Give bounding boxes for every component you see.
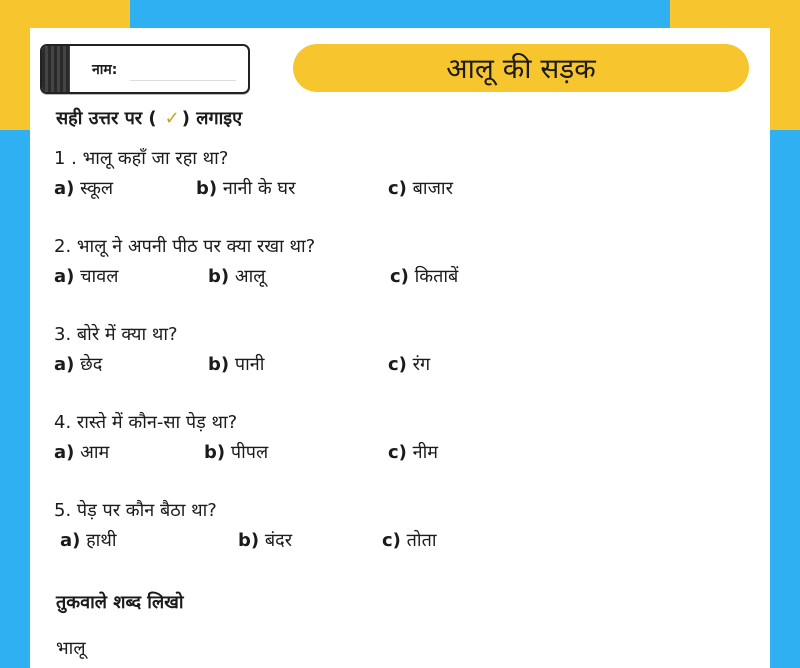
name-field[interactable] bbox=[40, 44, 250, 94]
question-3-option-b[interactable] bbox=[208, 352, 264, 376]
option-key: c) bbox=[390, 266, 409, 287]
name-writing-line bbox=[130, 80, 236, 81]
question-2: 2. भालू ने अपनी पीठ पर क्या रखा था? bbox=[54, 236, 316, 257]
option-text: रंग bbox=[412, 354, 431, 375]
question-5-option-a[interactable] bbox=[60, 528, 117, 552]
option-key: c) bbox=[388, 442, 407, 463]
question-4-option-a[interactable] bbox=[54, 440, 109, 464]
option-key: c) bbox=[388, 178, 407, 199]
option-key: b) bbox=[238, 530, 260, 551]
background-blue-top bbox=[130, 0, 670, 28]
question-4-option-b[interactable] bbox=[204, 440, 268, 464]
option-key: b) bbox=[196, 178, 218, 199]
question-1-option-b[interactable] bbox=[196, 176, 295, 200]
question-4-option-c[interactable] bbox=[388, 440, 438, 464]
option-text: पीपल bbox=[230, 442, 269, 463]
option-text: तोता bbox=[406, 530, 437, 551]
option-text: छेद bbox=[80, 354, 103, 375]
option-text: स्कूल bbox=[80, 178, 114, 199]
rhyme-section-heading: तुकवाले शब्द लिखो bbox=[56, 592, 184, 613]
worksheet-title: आलू की सड़क bbox=[293, 44, 749, 92]
option-text: पानी bbox=[234, 354, 265, 375]
option-text: किताबें bbox=[414, 266, 459, 287]
option-key: a) bbox=[54, 178, 75, 199]
question-1: 1 . भालू कहाँ जा रहा था? bbox=[54, 148, 229, 169]
option-key: a) bbox=[54, 266, 75, 287]
option-text: नीम bbox=[412, 442, 439, 463]
option-text: चावल bbox=[80, 266, 119, 287]
option-key: b) bbox=[204, 442, 226, 463]
name-label: नाम: bbox=[92, 62, 118, 78]
instruction-text-before: सही उत्तर पर ( bbox=[56, 108, 157, 129]
question-1-option-a[interactable] bbox=[54, 176, 113, 200]
option-text: आम bbox=[80, 442, 110, 463]
question-2-option-c[interactable] bbox=[390, 264, 458, 288]
option-key: a) bbox=[54, 442, 75, 463]
option-key: c) bbox=[382, 530, 401, 551]
option-text: आलू bbox=[234, 266, 266, 287]
option-text: हाथी bbox=[86, 530, 117, 551]
question-3-option-c[interactable] bbox=[388, 352, 430, 376]
option-key: a) bbox=[60, 530, 81, 551]
question-5-option-c[interactable] bbox=[382, 528, 437, 552]
worksheet bbox=[30, 28, 770, 668]
question-4: 4. रास्ते में कौन-सा पेड़ था? bbox=[54, 412, 238, 433]
option-key: c) bbox=[388, 354, 407, 375]
option-text: बंदर bbox=[264, 530, 293, 551]
instruction-heading bbox=[56, 106, 242, 130]
question-5: 5. पेड़ पर कौन बैठा था? bbox=[54, 500, 217, 521]
question-3-option-a[interactable] bbox=[54, 352, 102, 376]
instruction-text-after: ) लगाइए bbox=[181, 108, 243, 129]
question-2-option-a[interactable] bbox=[54, 264, 118, 288]
check-mark-icon: ✓ bbox=[164, 108, 180, 129]
question-3: 3. बोरे में क्या था? bbox=[54, 324, 178, 345]
option-text: नानी के घर bbox=[222, 178, 296, 199]
option-key: a) bbox=[54, 354, 75, 375]
rhyme-word: भालू bbox=[56, 638, 86, 659]
name-field-stripe bbox=[42, 46, 70, 92]
question-2-option-b[interactable] bbox=[208, 264, 265, 288]
option-key: b) bbox=[208, 354, 230, 375]
option-key: b) bbox=[208, 266, 230, 287]
option-text: बाजार bbox=[412, 178, 453, 199]
question-5-option-b[interactable] bbox=[238, 528, 292, 552]
question-1-option-c[interactable] bbox=[388, 176, 453, 200]
